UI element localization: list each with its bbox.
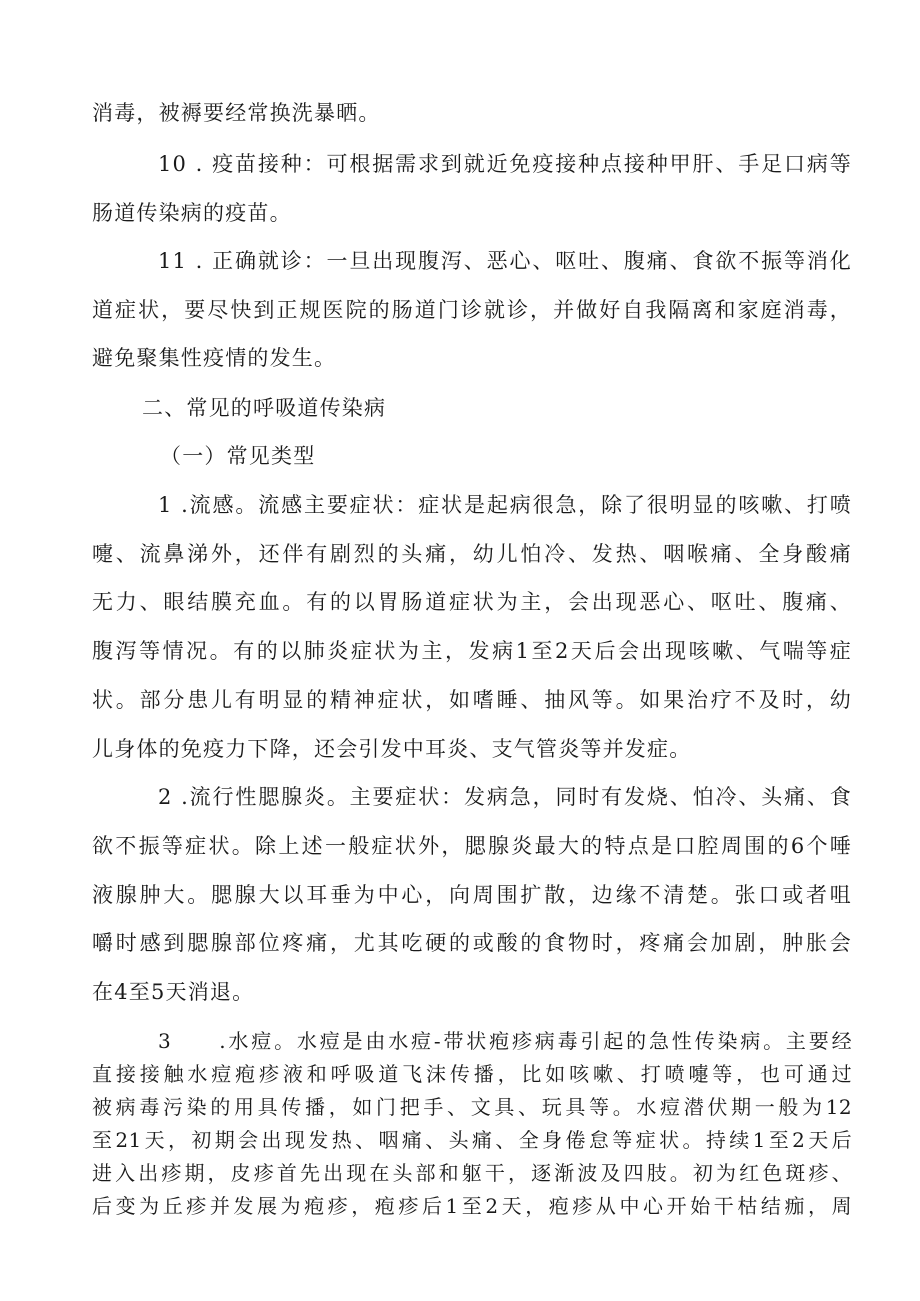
paragraph-flu-line-5: 状。部分患儿有明显的精神症状，如嗜睡、抽风等。如果治疗不及时，幼	[92, 688, 852, 712]
body-text-line: 消毒，被褥要经常换洗暴晒。	[92, 101, 381, 125]
section-heading: 二、常见的呼吸道传染病	[142, 396, 387, 420]
subsection-heading: （一）常见类型	[160, 444, 316, 468]
paragraph-mumps-line-5: 在4至5天消退。	[92, 980, 255, 1004]
paragraph-chickenpox-line-6: 后变为丘疹并发展为疱疹，疱疹后1至2天，疱疹从中心开始干枯结痂，周	[92, 1194, 852, 1218]
paragraph-flu-line-2: 嚏、流鼻涕外，还伴有剧烈的头痛，幼儿怕冷、发热、咽喉痛、全身酸痛	[92, 542, 852, 566]
paragraph-flu-line-3: 无力、眼结膜充血。有的以胃肠道症状为主，会出现恶心、呕吐、腹痛、	[92, 590, 852, 614]
list-item-11-line-1: 11 . 正确就诊：一旦出现腹泻、恶心、呕吐、腹痛、食欲不振等消化	[158, 249, 852, 273]
paragraph-flu-line-1: 1 .流感。流感主要症状：症状是起病很急，除了很明显的咳嗽、打喷	[158, 493, 852, 517]
paragraph-chickenpox-line-4: 至21天，初期会出现发热、咽痛、头痛、全身倦怠等症状。持续1至2天后	[92, 1128, 852, 1152]
list-item-11-line-2: 道症状，要尽快到正规医院的肠道门诊就诊，并做好自我隔离和家庭消毒，	[92, 298, 852, 322]
paragraph-mumps-line-3: 液腺肿大。腮腺大以耳垂为中心，向周围扩散，边缘不清楚。张口或者咀	[92, 883, 852, 907]
paragraph-flu-line-6: 儿身体的免疫力下降，还会引发中耳炎、支气管炎等并发症。	[92, 737, 692, 761]
paragraph-chickenpox-line-2: 直接接触水痘疱疹液和呼吸道飞沫传播，比如咳嗽、打喷嚏等，也可通过	[92, 1062, 852, 1086]
paragraph-chickenpox-line-3: 被病毒污染的用具传播，如门把手、文具、玩具等。水痘潜伏期一般为12	[92, 1095, 852, 1119]
list-item-10-line-2: 肠道传染病的疫苗。	[92, 201, 292, 225]
list-item-11-line-3: 避免聚集性疫情的发生。	[92, 346, 337, 370]
paragraph-mumps-line-4: 嚼时感到腮腺部位疼痛，尤其吃硬的或酸的食物时，疼痛会加剧，肿胀会	[92, 931, 852, 955]
list-item-10-line-1: 10 . 疫苗接种：可根据需求到就近免疫接种点接种甲肝、手足口病等	[158, 152, 852, 176]
paragraph-mumps-line-1: 2 .流行性腮腺炎。主要症状：发病急，同时有发烧、怕冷、头痛、食	[158, 785, 852, 809]
paragraph-chickenpox-line-5: 进入出疹期，皮疹首先出现在头部和躯干，逐渐波及四肢。初为红色斑疹、	[92, 1161, 852, 1185]
paragraph-flu-line-4: 腹泻等情况。有的以肺炎症状为主，发病1至2天后会出现咳嗽、气喘等症	[92, 639, 852, 663]
paragraph-chickenpox-line-1: 3 .水痘。水痘是由水痘-带状疱疹病毒引起的急性传染病。主要经	[158, 1029, 852, 1053]
paragraph-mumps-line-2: 欲不振等症状。除上述一般症状外，腮腺炎最大的特点是口腔周围的6个唾	[92, 834, 852, 858]
